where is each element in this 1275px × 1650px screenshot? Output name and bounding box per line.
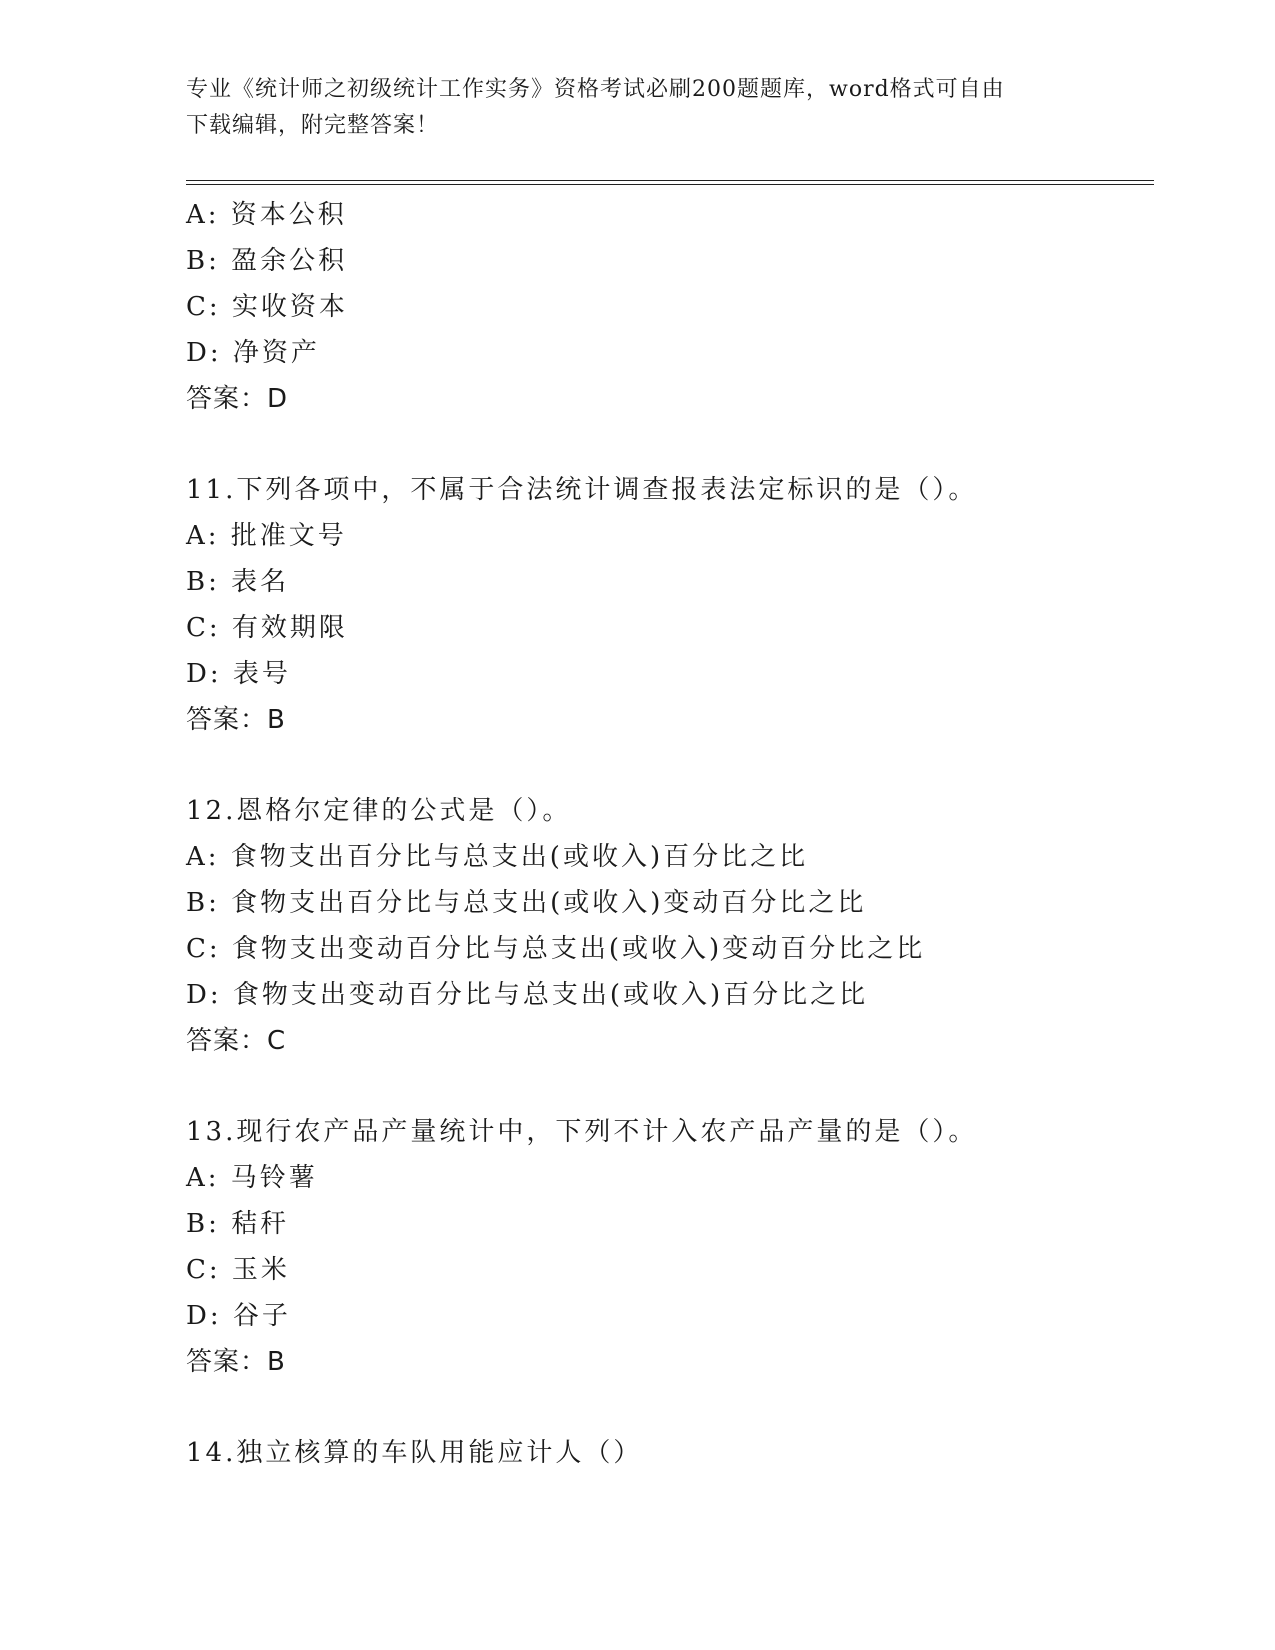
option-d: D: 食物支出变动百分比与总支出(或收入)百分比之比 [186,980,869,1010]
question-block [186,788,1166,1064]
header-title-line-1: 专业《统计师之初级统计工作实务》资格考试必刷200题题库，word格式可自由 [186,77,1005,102]
option-a: A: 马铃薯 [186,1163,318,1193]
option-b: B: 表名 [186,567,290,597]
question-text: 11.下列各项中，不属于合法统计调查报表法定标识的是（）。 [186,475,978,505]
question-block [186,1430,1166,1476]
option-d: D: 净资产 [186,338,320,368]
document-header [186,72,1086,144]
option-d: D: 谷子 [186,1301,291,1331]
question-block [186,192,1166,422]
question-text: 12.恩格尔定律的公式是（）。 [186,796,572,826]
option-c: C: 有效期限 [186,613,348,643]
question-text: 14.独立核算的车队用能应计人（） [186,1438,643,1468]
option-a: A: 食物支出百分比与总支出(或收入)百分比之比 [186,842,809,872]
question-block [186,467,1166,743]
option-b: B: 秸秆 [186,1209,290,1239]
option-c: C: 实收资本 [186,292,348,322]
question-list [186,192,1166,1476]
block-spacer [186,1064,1166,1109]
header-divider-bottom [186,184,1154,185]
option-d: D: 表号 [186,659,291,689]
option-c: C: 玉米 [186,1255,290,1285]
block-spacer [186,422,1166,467]
answer-line: 答案：D [186,384,289,414]
question-text: 13.现行农产品产量统计中，下列不计入农产品产量的是（）。 [186,1117,978,1147]
option-b: B: 食物支出百分比与总支出(或收入)变动百分比之比 [186,888,867,918]
answer-line: 答案：B [186,1347,286,1377]
header-divider-top [186,180,1154,181]
option-a: A: 批准文号 [186,521,347,551]
block-spacer [186,1385,1166,1430]
question-block [186,1109,1166,1385]
block-spacer [186,743,1166,788]
option-b: B: 盈余公积 [186,246,348,276]
answer-line: 答案：C [186,1026,287,1056]
option-c: C: 食物支出变动百分比与总支出(或收入)变动百分比之比 [186,934,926,964]
header-title-line-2: 下载编辑，附完整答案！ [186,113,440,138]
answer-line: 答案：B [186,705,286,735]
option-a: A: 资本公积 [186,200,347,230]
